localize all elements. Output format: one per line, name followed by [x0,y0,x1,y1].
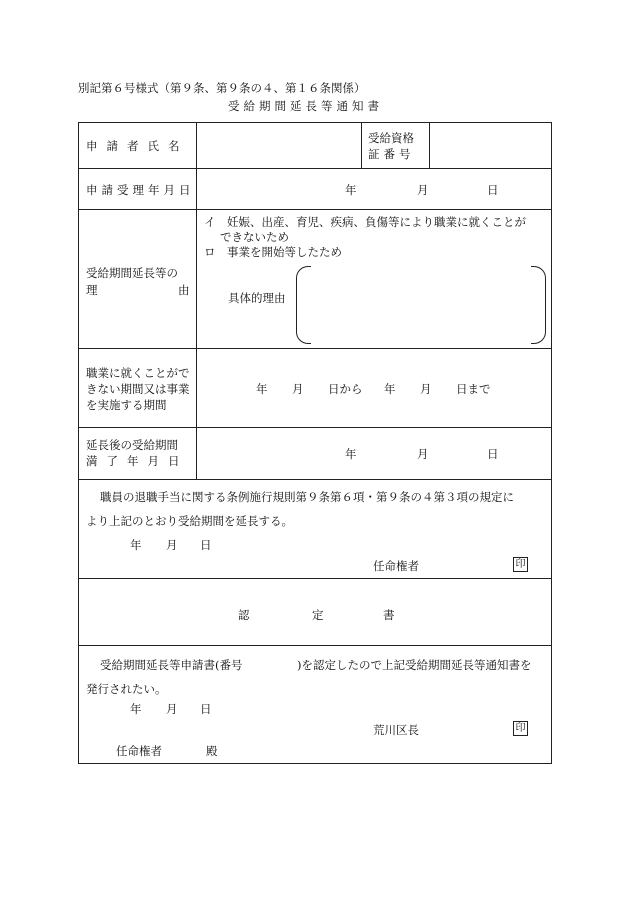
reason-label-2: 理 [86,283,98,297]
cert-no-label-1: 受給資格 [368,131,414,145]
received-day: 日 [487,183,499,197]
period-from-year: 年 [256,382,268,396]
period-to-day: 日まで [456,382,491,396]
left-bracket [296,266,311,344]
honorific-label: 殿 [206,744,218,758]
reason-label-3: 由 [178,283,190,297]
notice-year: 年 [130,538,142,552]
extended-day: 日 [487,447,499,461]
period-from-day: 日から [328,382,363,396]
mayor-label: 荒川区長 [373,723,419,737]
certification-title-3: 書 [383,608,395,622]
reason-option-ro[interactable]: ロ 事業を開始等したため [204,245,342,259]
application-number-field[interactable] [252,655,294,671]
period-label-1: 職業に就くことがで [86,366,190,380]
reason-option-i-cont: できないため [220,230,289,244]
reason-option-i[interactable]: イ 妊娠、出産、育児、疾病、負傷等により職業に就くことが [204,215,526,229]
right-bracket [531,266,546,344]
notice-month: 月 [166,538,178,552]
applicant-name-field[interactable] [197,123,360,167]
notice-appointer: 任命権者 [373,559,419,573]
notice-line-2: より上記のとおり受給期間を延長する。 [86,514,293,528]
certification-line-1b: )を認定したので上記受給期間延長等通知書を [297,658,532,672]
period-label-2: きない期間又は事業 [86,382,190,396]
extended-end-label-1: 延長後の受給期間 [86,438,178,452]
reason-label-1: 受給期間延長等の [86,266,178,280]
cert-no-label-2: 証番号 [368,147,415,161]
certification-year: 年 [130,702,142,716]
period-from-month: 月 [292,382,304,396]
notice-line-1: 職員の退職手当に関する条例施行規則第９条第６項・第９条の４第３項の規定に [100,490,514,504]
extended-end-label-2: 満了年月日 [86,454,189,468]
certification-appointer: 任命権者 [116,744,162,758]
seal-mark-2: 印 [513,721,528,736]
notice-day: 日 [200,538,212,552]
period-to-month: 月 [420,382,432,396]
certification-line-1a: 受給期間延長等申請書(番号 [100,658,243,672]
received-year: 年 [345,183,357,197]
cert-no-field[interactable] [430,123,550,167]
certification-line-2: 発行されたい。 [86,682,167,696]
received-month: 月 [417,183,429,197]
seal-mark: 印 [513,557,528,572]
document-title: 受給期間延長等通知書 [228,99,383,113]
certification-month: 月 [166,702,178,716]
specific-reason-label: 具体的理由 [228,291,286,305]
certification-day: 日 [200,702,212,716]
extended-year: 年 [345,447,357,461]
form-note: 別記第６号様式（第９条、第９条の４、第１６条関係） [78,81,366,95]
applicant-name-label: 申請者氏名 [86,139,189,153]
certification-title-1: 認 [238,608,250,622]
period-label-3: を実施する期間 [86,398,167,412]
period-to-year: 年 [384,382,396,396]
received-date-label: 申請受理年月日 [86,183,195,197]
certification-title-2: 定 [312,608,324,622]
extended-month: 月 [417,447,429,461]
